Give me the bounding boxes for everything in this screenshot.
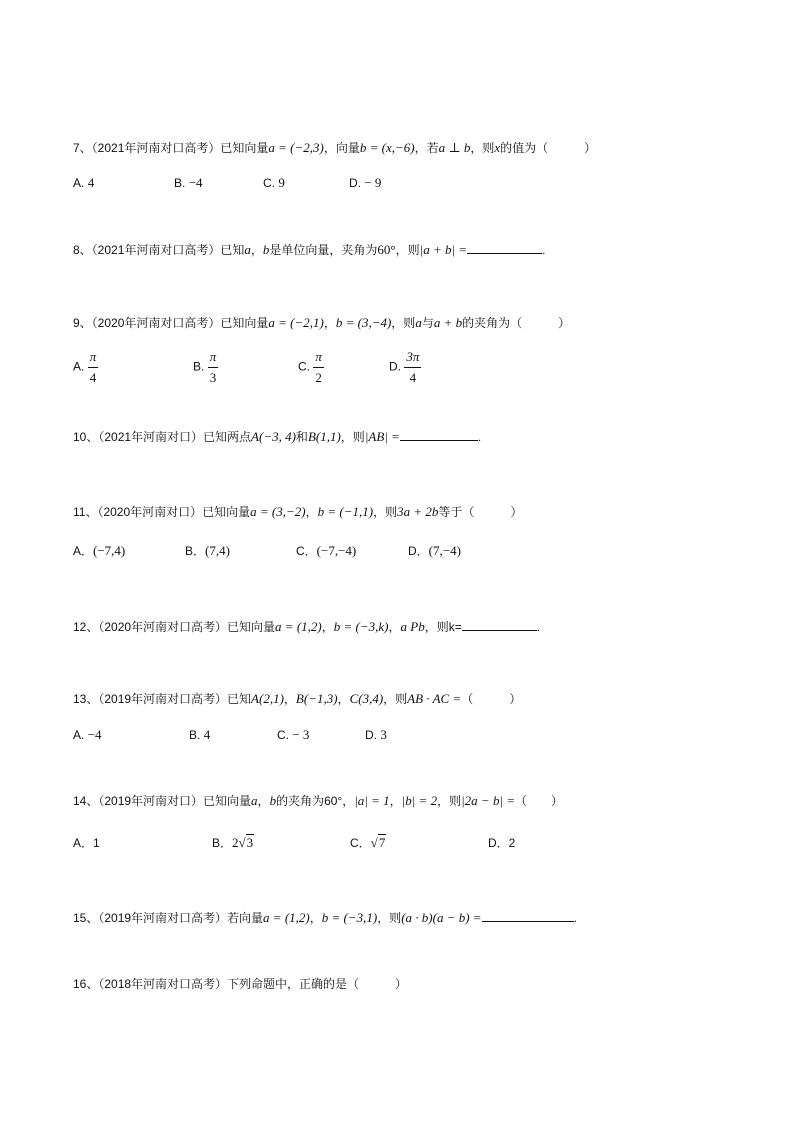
option-13c[interactable]: C. − 3 bbox=[277, 727, 310, 742]
answer-blank-8[interactable] bbox=[467, 241, 542, 254]
option-14c[interactable]: C．√7 bbox=[350, 835, 386, 850]
question-10: 10、（2021年河南对口）已知两点A(−3, 4)和B(1,1)，则|AB| = . bbox=[73, 429, 482, 444]
question-8: 8、（2021年河南对口高考）已知a，b是单位向量，夹角为60°，则|a + b| = . bbox=[73, 242, 546, 257]
option-13b[interactable]: B. 4 bbox=[189, 727, 211, 742]
option-13d[interactable]: D. 3 bbox=[365, 727, 387, 742]
option-13a[interactable]: A. −4 bbox=[73, 727, 102, 742]
question-11: 11、（2020年河南对口）已知向量a = (3,−2)，b = (−1,1)，则3a + 2b等于（ ） bbox=[73, 504, 523, 519]
question-9: 9、（2020年河南对口高考）已知向量a = (−2,1)，b = (3,−4)，则a与a + b的夹角为（ ） bbox=[73, 315, 571, 330]
question-12: 12、（2020年河南对口高考）已知向量a = (1,2)，b = (−3,k)，a Pb，则k= . bbox=[73, 619, 541, 634]
question-7: 7、（2021年河南对口高考）已知向量a = (−2,3)，向量b = (x,−6)，若a ⊥ b，则x的值为（ ） bbox=[73, 140, 597, 155]
question-13: 13、（2019年河南对口高考）已知A(2,1)，B(−1,3)，C(3,4)，则AB · AC =（ ） bbox=[73, 691, 522, 706]
option-9d[interactable]: D. $\frac{3\pi}{4}$ bbox=[389, 349, 420, 385]
option-7c[interactable]: C. 9 bbox=[263, 175, 285, 190]
option-9c[interactable]: C. $\frac{\pi}{2}$ bbox=[298, 349, 322, 385]
option-11d[interactable]: D．(7,−4) bbox=[408, 543, 461, 558]
answer-blank-15[interactable] bbox=[482, 909, 574, 922]
answer-blank-12[interactable] bbox=[462, 618, 537, 631]
option-9a[interactable]: A. $\frac{\pi}{4}$ bbox=[73, 349, 97, 385]
option-14a[interactable]: A．1 bbox=[73, 836, 100, 850]
option-9b[interactable]: B. $\frac{\pi}{3}$ bbox=[193, 349, 217, 385]
option-11c[interactable]: C．(−7,−4) bbox=[296, 543, 357, 558]
option-7d[interactable]: D. − 9 bbox=[349, 175, 382, 190]
option-7a[interactable]: A. 4 bbox=[73, 175, 95, 190]
question-14: 14、（2019年河南对口）已知向量a，b的夹角为60°，|a| = 1，|b| = 2，则|2a − b| =（ ） bbox=[73, 793, 564, 808]
answer-blank-10[interactable] bbox=[400, 428, 478, 441]
option-14d[interactable]: D．2 bbox=[488, 836, 516, 850]
option-14b[interactable]: B．2√3 bbox=[212, 835, 254, 850]
question-15: 15、（2019年河南对口高考）若向量a = (1,2)，b = (−3,1)，则(a · b)(a − b) = . bbox=[73, 910, 577, 925]
question-16: 16、（2018年河南对口高考）下列命题中，正确的是（ ） bbox=[73, 977, 408, 991]
option-11a[interactable]: A．(−7,4) bbox=[73, 543, 126, 558]
option-7b[interactable]: B. −4 bbox=[174, 175, 203, 190]
option-11b[interactable]: B．(7,4) bbox=[185, 543, 230, 558]
